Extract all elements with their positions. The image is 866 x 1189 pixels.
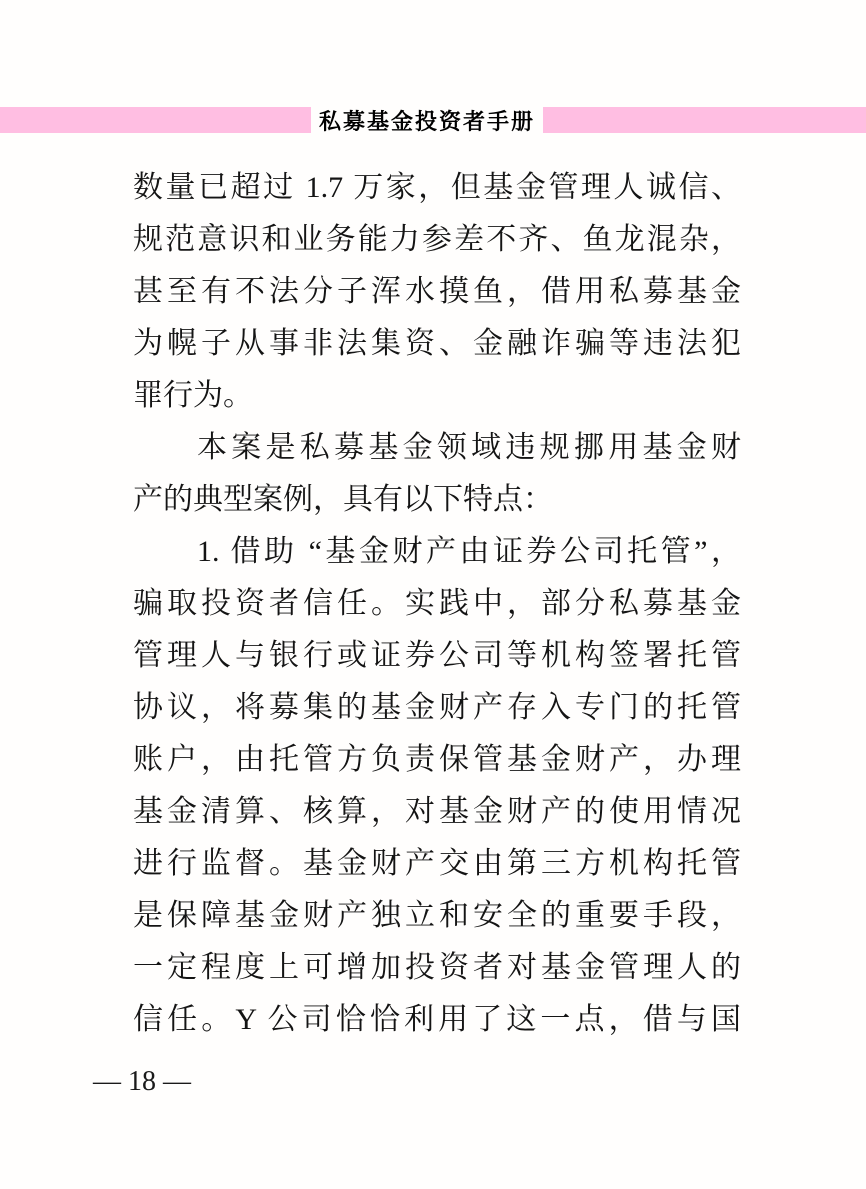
text-line: 罪行为。 (133, 379, 253, 412)
text-line: 产的典型案例，具有以下特点： (133, 483, 553, 516)
text-line: 基金清算、核算，对基金财产的使用情况 (133, 795, 741, 828)
header-rule-right (543, 107, 866, 133)
text-line: 规范意识和业务能力参差不齐、鱼龙混杂， (133, 223, 741, 256)
text-line: 一定程度上可增加投资者对基金管理人的 (133, 951, 741, 984)
text-line: 协议，将募集的基金财产存入专门的托管 (133, 691, 741, 724)
text-line: 进行监督。基金财产交由第三方机构托管 (133, 847, 741, 880)
text-line: 管理人与银行或证券公司等机构签署托管 (133, 639, 741, 672)
text-line: 1. 借助 “基金财产由证券公司托管”， (197, 535, 741, 568)
text-line: 为幌子从事非法集资、金融诈骗等违法犯 (133, 327, 741, 360)
text-line: 骗取投资者信任。实践中，部分私募基金 (133, 587, 741, 620)
text-line: 甚至有不法分子浑水摸鱼，借用私募基金 (133, 275, 741, 308)
running-title-cell (311, 105, 543, 136)
running-header-title: 私募基金投资者手册 (318, 108, 535, 134)
running-header (0, 107, 866, 133)
text-line: 账户，由托管方负责保管基金财产，办理 (133, 743, 741, 776)
text-line: 信任。Y 公司恰恰利用了这一点，借与国 (133, 1003, 741, 1036)
text-line: 本案是私募基金领域违规挪用基金财 (197, 431, 741, 464)
text-line: 是保障基金财产独立和安全的重要手段， (133, 899, 741, 932)
header-rule-left (0, 107, 311, 133)
body-text (133, 162, 741, 1046)
text-line: 数量已超过 1.7 万家，但基金管理人诚信、 (133, 171, 741, 204)
page-number: — 18 — (93, 1066, 191, 1097)
